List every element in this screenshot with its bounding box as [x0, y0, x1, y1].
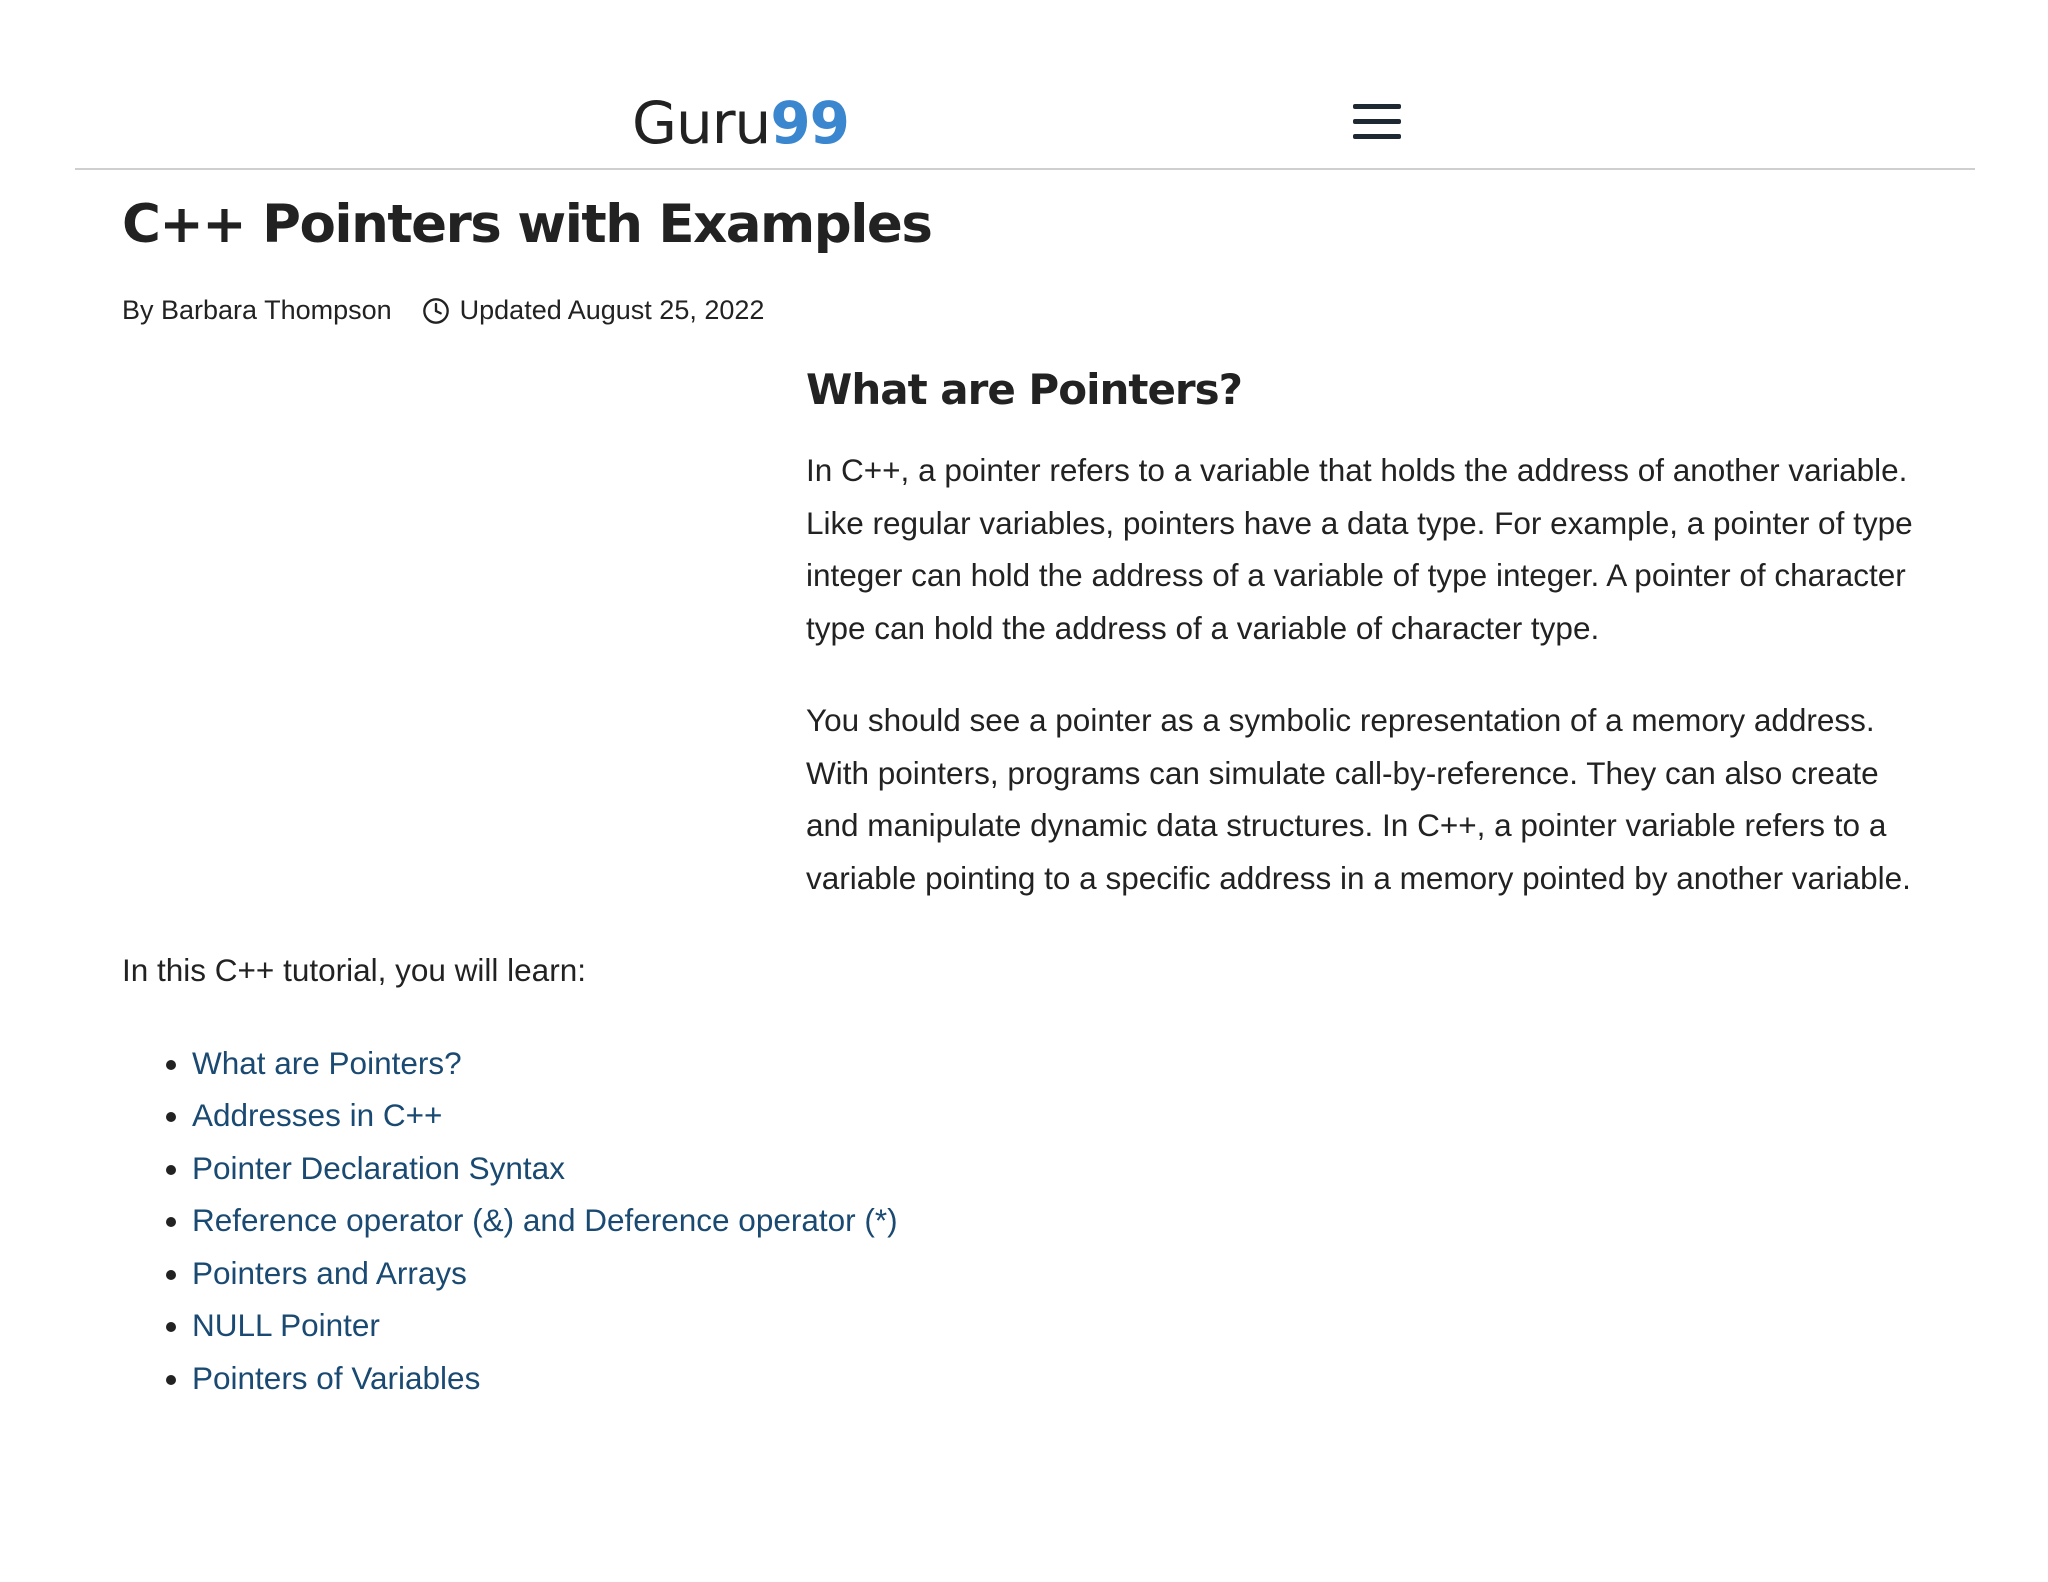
toc-item	[192, 1299, 1914, 1352]
toc-item	[192, 1142, 1914, 1195]
section-heading: What are Pointers?	[806, 365, 1243, 414]
toc-item	[192, 1247, 1914, 1300]
page-title: C++ Pointers with Examples	[122, 194, 932, 255]
paragraph-memory-address: You should see a pointer as a symbolic representation of a memory address. With pointers, programs can simulate call-by-reference. They can also create and manipulate dynamic data structures. In C++, a pointer variable refers to a variable pointing to a specific address in a memory pointed by another variable.	[806, 702, 1911, 896]
toc-item	[192, 1089, 1914, 1142]
article-meta	[122, 290, 764, 330]
toc-link-pointers-arrays[interactable]: Pointers and Arrays	[192, 1254, 467, 1291]
menu-bar-middle	[1353, 119, 1401, 124]
toc-link-null-pointer[interactable]: NULL Pointer	[192, 1307, 380, 1343]
menu-bar-top	[1353, 104, 1401, 109]
logo-text: Guru	[632, 89, 771, 157]
updated-date: Updated August 25, 2022	[459, 295, 765, 325]
ad-placeholder	[122, 360, 806, 920]
toc-link-pointers-of-variables[interactable]: Pointers of Variables	[192, 1359, 481, 1396]
article-body	[122, 360, 1914, 1404]
author-byline: By Barbara Thompson	[122, 295, 392, 325]
site-header	[75, 0, 1975, 170]
tutorial-intro: In this C++ tutorial, you will learn:	[122, 952, 586, 988]
guru99-logo[interactable]	[632, 88, 849, 158]
logo-accent-text: 99	[770, 89, 850, 157]
toc-link-addresses[interactable]: Addresses in C++	[192, 1097, 443, 1133]
toc-item	[192, 1352, 1914, 1405]
hamburger-menu-icon[interactable]	[1353, 102, 1405, 142]
toc-link-declaration-syntax[interactable]: Pointer Declaration Syntax	[192, 1149, 565, 1186]
menu-bar-bottom	[1353, 134, 1401, 139]
toc-link-what-are-pointers[interactable]: What are Pointers?	[192, 1044, 462, 1081]
clock-icon	[422, 297, 450, 325]
table-of-contents	[122, 1037, 1914, 1405]
toc-item	[192, 1037, 1914, 1090]
toc-item	[192, 1194, 1914, 1247]
paragraph-definition: In C++, a pointer refers to a variable that holds the address of another variable. Like regular variables, pointers have a data type. For example, a pointer of type integer can hold the address of a variable of type integer. A pointer of character type can hold the address of a variable of character type.	[806, 452, 1913, 646]
toc-link-reference-operator[interactable]: Reference operator (&) and Deference operator (*)	[192, 1202, 898, 1238]
